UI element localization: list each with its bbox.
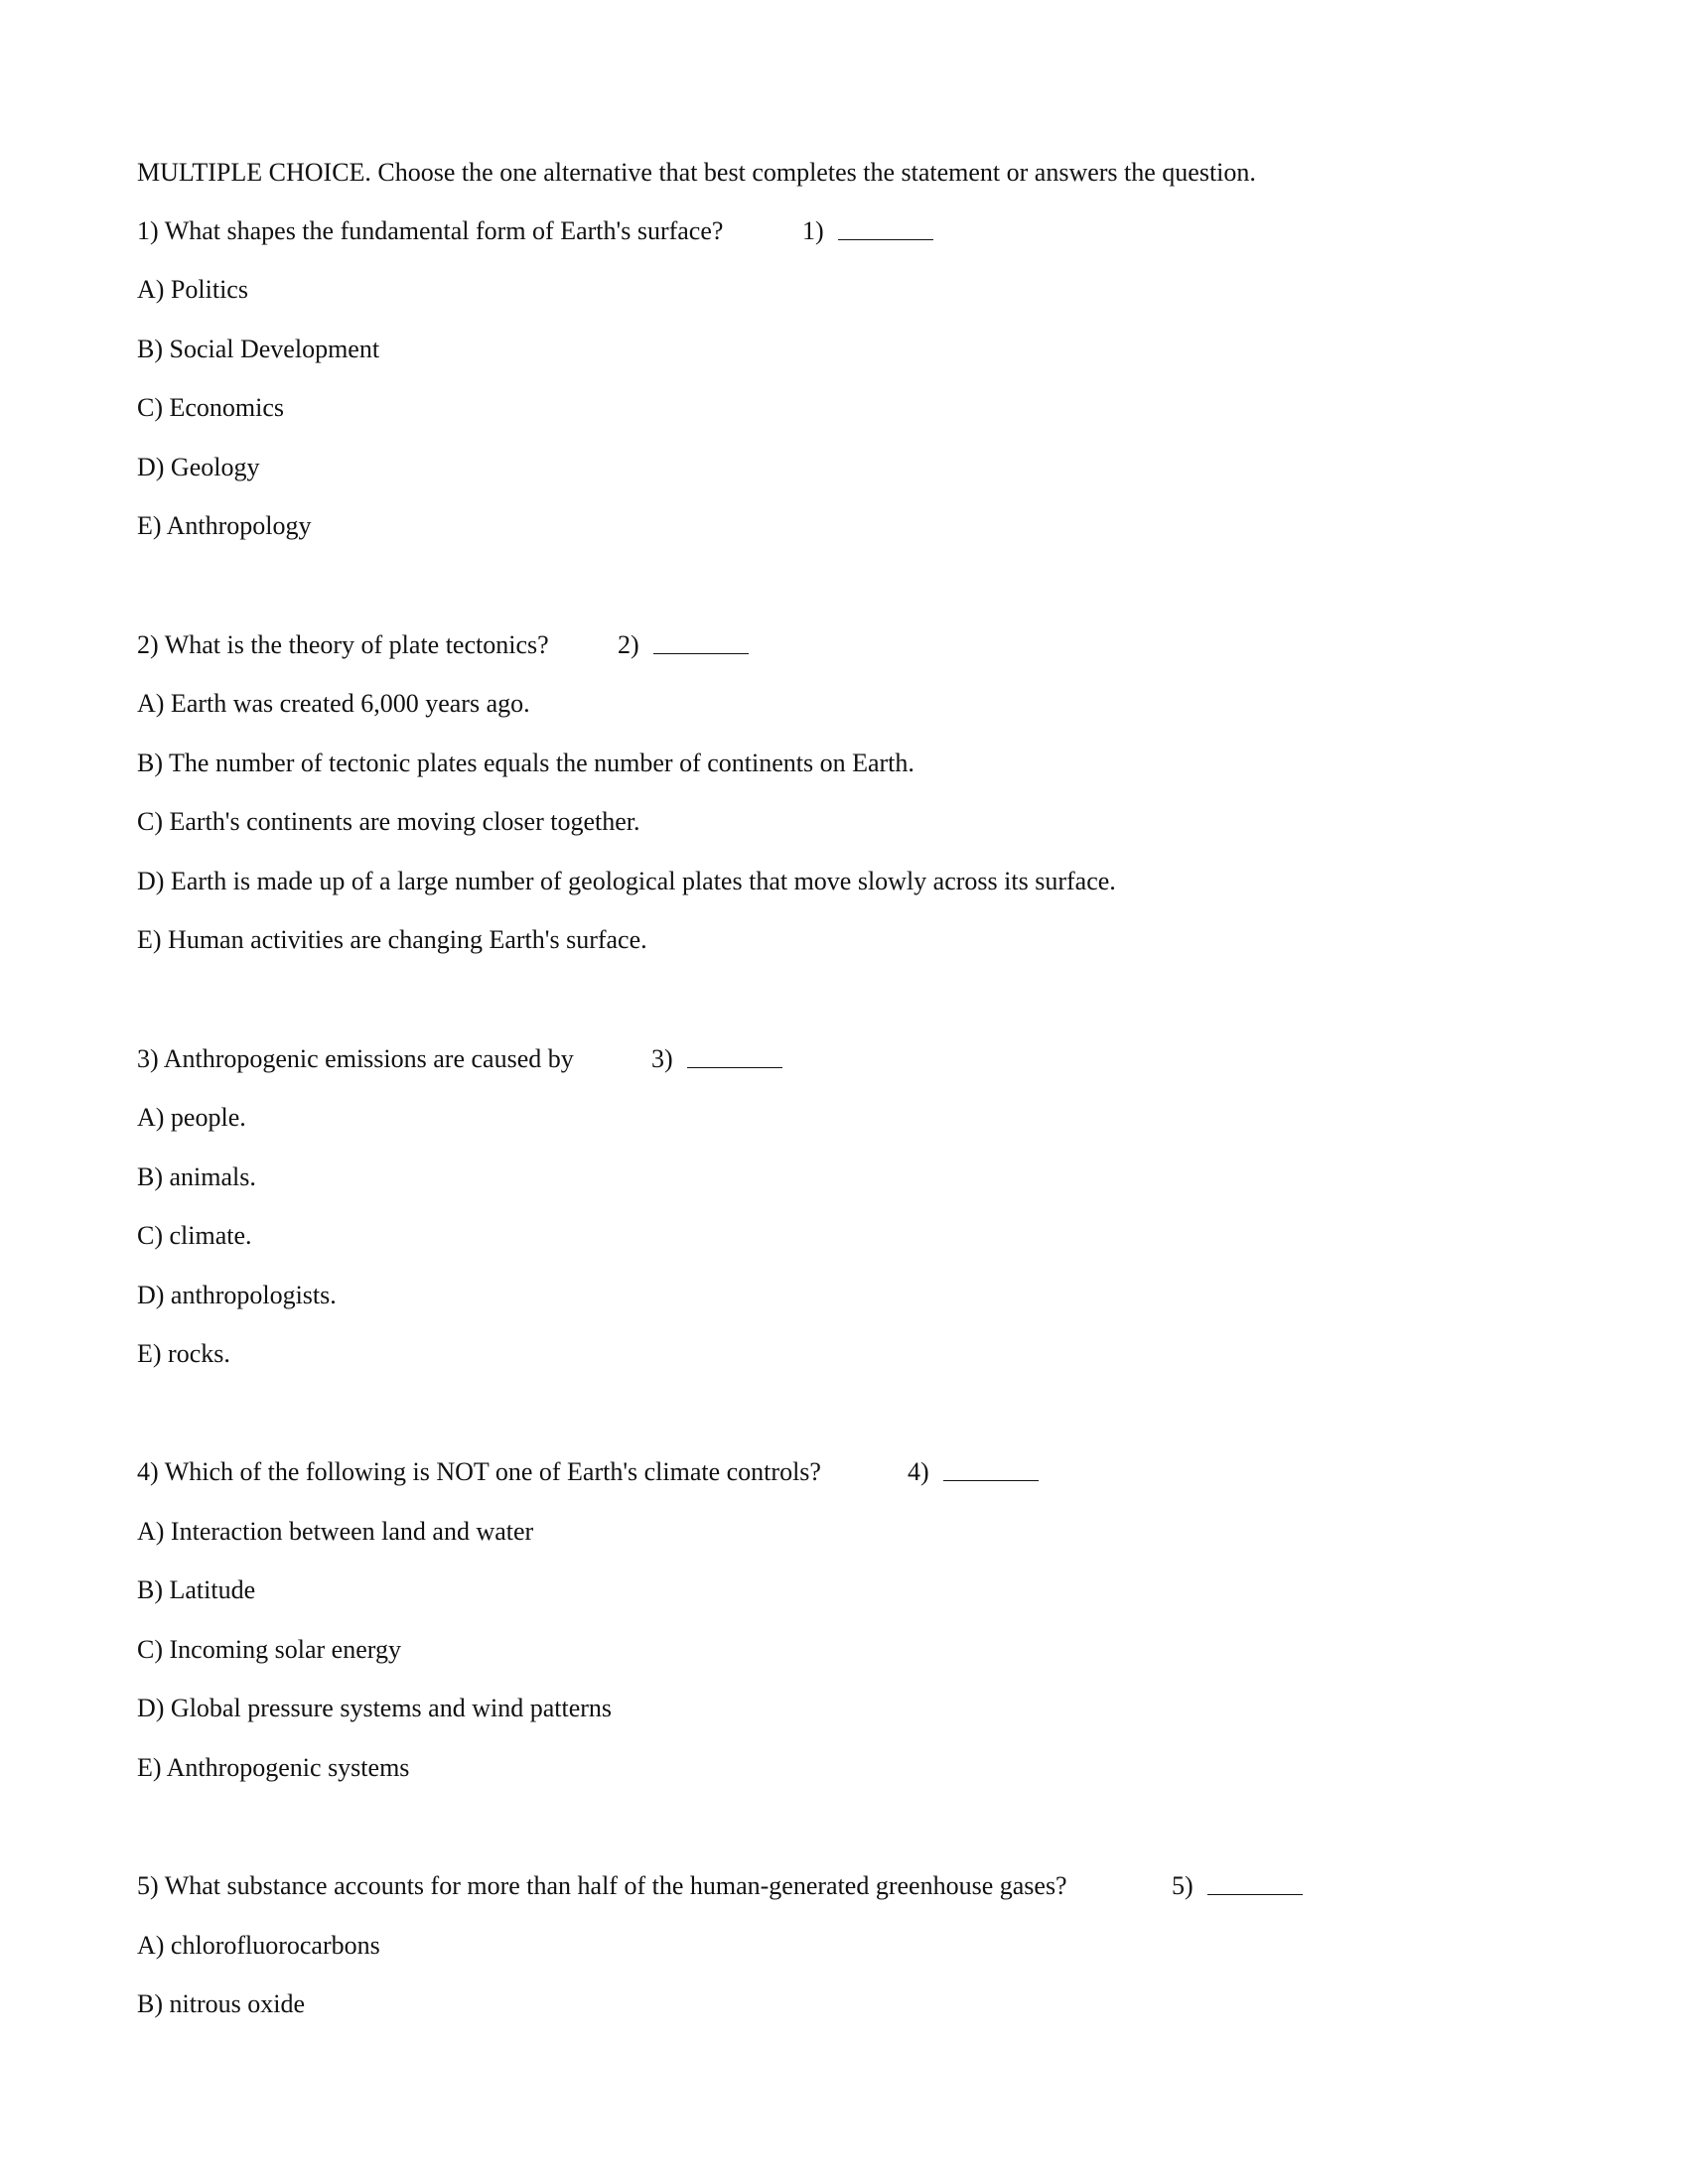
question-1-option-a: A) Politics [137, 275, 248, 304]
question-1-answer-label: 1) [802, 216, 824, 245]
question-2-answer-blank[interactable] [653, 631, 749, 654]
question-1-option-d: D) Geology [137, 453, 260, 481]
question-2-stem: 2) What is the theory of plate tectonics? [137, 630, 549, 659]
question-2-option-d: D) Earth is made up of a large number of geological plates that move slowly across its surface. [137, 867, 1116, 895]
question-4-answer-blank[interactable] [943, 1458, 1039, 1481]
question-5-answer-blank[interactable] [1207, 1872, 1303, 1895]
question-3-option-a: A) people. [137, 1103, 246, 1132]
question-2-answer-label: 2) [618, 630, 639, 659]
question-1-option-c: C) Economics [137, 393, 285, 422]
question-3-option-e: E) rocks. [137, 1339, 230, 1368]
question-1-stem: 1) What shapes the fundamental form of Earth's surface? [137, 216, 724, 245]
question-5-option-a: A) chlorofluorocarbons [137, 1931, 380, 1960]
question-3-option-b: B) animals. [137, 1162, 256, 1191]
question-1-answer-blank[interactable] [838, 217, 933, 240]
question-5-answer-label: 5) [1172, 1871, 1194, 1900]
question-4-stem: 4) Which of the following is NOT one of Earth's climate controls? [137, 1457, 821, 1486]
question-5-stem: 5) What substance accounts for more than half of the human-generated greenhouse gases? [137, 1871, 1067, 1900]
question-4-option-a: A) Interaction between land and water [137, 1517, 534, 1546]
question-4-option-b: B) Latitude [137, 1575, 256, 1604]
question-2-option-c: C) Earth's continents are moving closer together. [137, 807, 640, 836]
question-2-option-e: E) Human activities are changing Earth's surface. [137, 925, 647, 954]
question-5-option-b: B) nitrous oxide [137, 1989, 305, 2018]
question-3-answer-blank[interactable] [687, 1045, 782, 1068]
question-3-stem-line [137, 1043, 673, 1075]
question-4-option-d: D) Global pressure systems and wind patterns [137, 1694, 613, 1722]
question-2-option-a: A) Earth was created 6,000 years ago. [137, 689, 530, 718]
question-4-option-c: C) Incoming solar energy [137, 1635, 401, 1664]
question-4-answer-label: 4) [908, 1457, 929, 1486]
question-3-option-d: D) anthropologists. [137, 1281, 337, 1309]
question-1-stem-line [137, 215, 824, 247]
question-4-option-e: E) Anthropogenic systems [137, 1753, 410, 1782]
question-1-option-e: E) Anthropology [137, 511, 312, 540]
question-2-option-b: B) The number of tectonic plates equals the number of continents on Earth. [137, 749, 914, 777]
question-5-stem-line [137, 1870, 1194, 1902]
question-1-option-b: B) Social Development [137, 335, 380, 363]
question-3-option-c: C) climate. [137, 1221, 252, 1250]
question-3-answer-label: 3) [651, 1044, 673, 1073]
question-4-stem-line [137, 1456, 929, 1488]
question-3-stem: 3) Anthropogenic emissions are caused by [137, 1044, 574, 1073]
instructions: MULTIPLE CHOICE. Choose the one alternative that best completes the statement or answers the question. [137, 158, 1256, 187]
question-2-stem-line [137, 629, 639, 661]
